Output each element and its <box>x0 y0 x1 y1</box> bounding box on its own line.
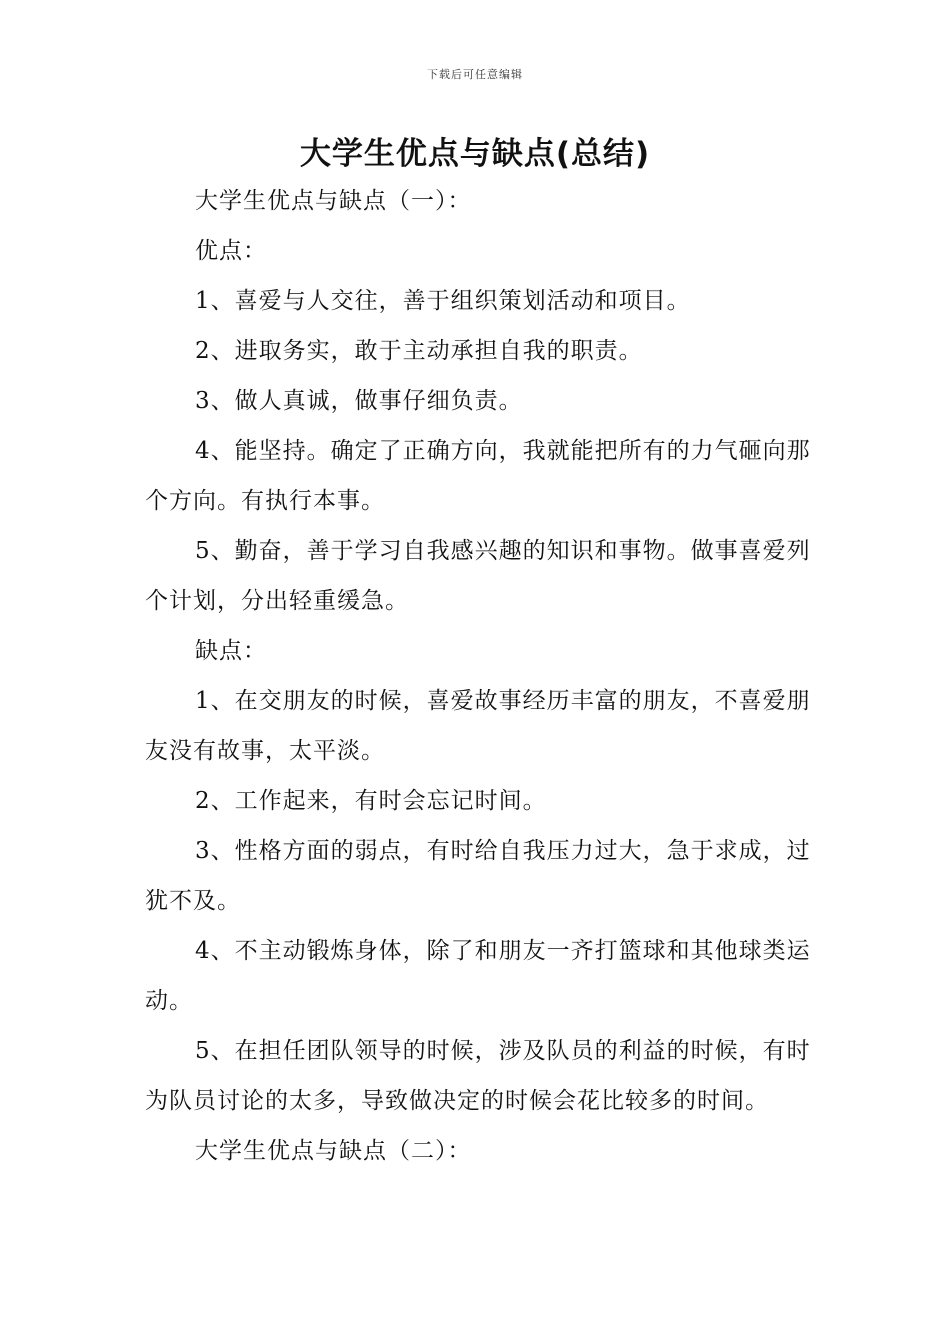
advantage-item-1: 1、喜爱与人交往，善于组织策划活动和项目。 <box>195 288 691 314</box>
disadvantage-item-5: 5、在担任团队领导的时候，涉及队员的利益的时候，有时为队员讨论的太多，导致做决定的时候会花比较多的时间。 <box>145 1038 811 1114</box>
disadvantage-item-2: 2、工作起来，有时会忘记时间。 <box>195 788 547 814</box>
section-heading-1: 大学生优点与缺点（一）： <box>195 188 472 214</box>
header-note: 下载后可任意编辑 <box>427 68 523 81</box>
advantages-label: 优点： <box>195 238 267 264</box>
section-heading-2: 大学生优点与缺点（二）： <box>195 1138 472 1164</box>
disadvantage-item-4: 4、不主动锻炼身体，除了和朋友一齐打篮球和其他球类运动。 <box>145 938 811 1014</box>
disadvantage-item-3: 3、性格方面的弱点，有时给自我压力过大，急于求成，过犹不及。 <box>145 838 811 914</box>
advantage-item-2: 2、进取务实，敢于主动承担自我的职责。 <box>195 338 643 364</box>
advantage-item-5: 5、勤奋，善于学习自我感兴趣的知识和事物。做事喜爱列个计划，分出轻重缓急。 <box>145 538 811 614</box>
advantage-item-3: 3、做人真诚，做事仔细负责。 <box>195 388 523 414</box>
advantage-item-4: 4、能坚持。确定了正确方向，我就能把所有的力气砸向那个方向。有执行本事。 <box>145 438 811 514</box>
document-title: 大学生优点与缺点(总结) <box>299 136 651 172</box>
disadvantage-item-1: 1、在交朋友的时候，喜爱故事经历丰富的朋友，不喜爱朋友没有故事，太平淡。 <box>145 688 811 764</box>
disadvantages-label: 缺点： <box>195 638 267 664</box>
document-body <box>145 176 815 1176</box>
